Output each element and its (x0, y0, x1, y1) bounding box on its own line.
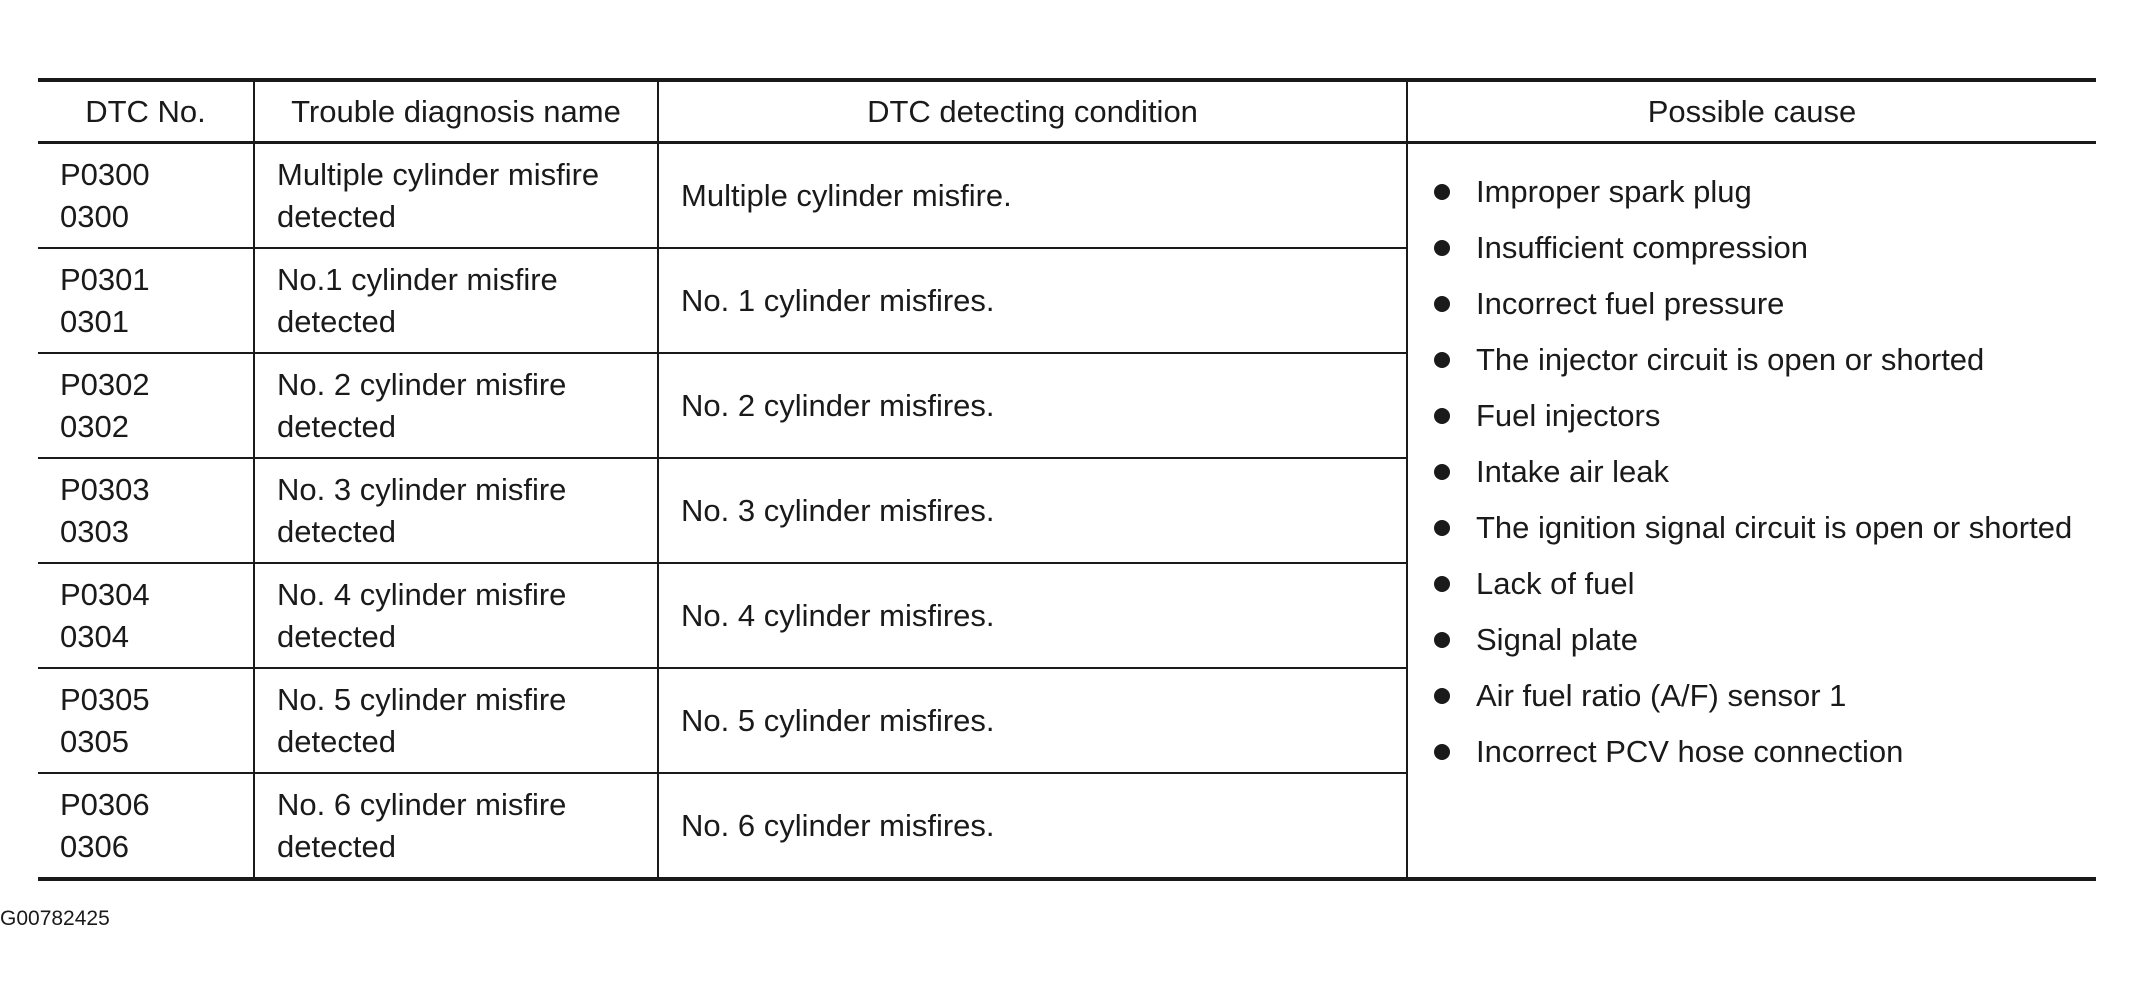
dtc-cell (38, 248, 254, 353)
list-item (1432, 506, 2096, 549)
header-trouble-diagnosis-name: Trouble diagnosis name (254, 80, 658, 143)
figure-id: G00782425 (0, 907, 110, 930)
detecting-condition-cell: No. 6 cylinder misfires. (658, 773, 1407, 879)
detecting-condition-cell: No. 2 cylinder misfires. (658, 353, 1407, 458)
cause-text: Incorrect PCV hose connection (1476, 734, 1904, 769)
diagnosis-name-line: detected (277, 198, 396, 234)
bullet-icon (1434, 408, 1450, 424)
list-item (1432, 170, 2096, 213)
detecting-condition-cell: No. 5 cylinder misfires. (658, 668, 1407, 773)
cause-text: Air fuel ratio (A/F) sensor 1 (1476, 678, 1847, 713)
dtc-cell (38, 143, 254, 249)
dtc-table (38, 78, 2096, 881)
dtc-code-short: 0304 (60, 618, 129, 654)
bullet-icon (1434, 184, 1450, 200)
bullet-icon (1434, 744, 1450, 760)
diagnosis-name-cell (254, 458, 658, 563)
cause-text: The ignition signal circuit is open or shorted (1476, 510, 2073, 545)
diagnosis-name-line: detected (277, 408, 396, 444)
list-item (1432, 338, 2096, 381)
bullet-icon (1434, 352, 1450, 368)
dtc-code-short: 0301 (60, 303, 129, 339)
list-item (1432, 730, 2096, 773)
cause-text: Insufficient compression (1476, 230, 1808, 265)
diagnosis-name-line: detected (277, 303, 396, 339)
list-item (1432, 674, 2096, 717)
cause-text: Intake air leak (1476, 454, 1669, 489)
dtc-code: P0302 (60, 366, 150, 402)
dtc-code-short: 0306 (60, 828, 129, 864)
diagnosis-name-line: detected (277, 618, 396, 654)
diagnosis-name-line: detected (277, 723, 396, 759)
diagnosis-name-cell (254, 248, 658, 353)
diagnosis-name-line: Multiple cylinder misfire (277, 156, 600, 192)
dtc-cell (38, 668, 254, 773)
diagnosis-name-line: detected (277, 828, 396, 864)
header-dtc-detecting-condition: DTC detecting condition (658, 80, 1407, 143)
possible-cause-cell (1407, 143, 2096, 880)
cause-text: Fuel injectors (1476, 398, 1661, 433)
cause-text: Lack of fuel (1476, 566, 1635, 601)
bullet-icon (1434, 240, 1450, 256)
bullet-icon (1434, 296, 1450, 312)
dtc-code-short: 0305 (60, 723, 129, 759)
cause-text: Signal plate (1476, 622, 1639, 657)
diagnosis-name-cell (254, 773, 658, 879)
cause-text: Incorrect fuel pressure (1476, 286, 1785, 321)
diagnosis-name-cell (254, 143, 658, 249)
list-item (1432, 450, 2096, 493)
possible-cause-list (1432, 170, 2096, 773)
bullet-icon (1434, 464, 1450, 480)
dtc-code: P0301 (60, 261, 150, 297)
detecting-condition-cell: No. 4 cylinder misfires. (658, 563, 1407, 668)
diagnosis-name-line: No. 4 cylinder misfire (277, 576, 567, 612)
diagnosis-name-line: No. 3 cylinder misfire (277, 471, 567, 507)
diagnosis-name-line: No. 2 cylinder misfire (277, 366, 567, 402)
diagnosis-name-line: No. 6 cylinder misfire (277, 786, 567, 822)
diagnosis-name-line: No.1 cylinder misfire (277, 261, 558, 297)
diagnosis-name-cell (254, 668, 658, 773)
dtc-code: P0304 (60, 576, 150, 612)
dtc-code: P0305 (60, 681, 150, 717)
bullet-icon (1434, 688, 1450, 704)
cause-text: The injector circuit is open or shorted (1476, 342, 1985, 377)
cause-text: Improper spark plug (1476, 174, 1752, 209)
list-item (1432, 226, 2096, 269)
bullet-icon (1434, 576, 1450, 592)
detecting-condition-cell: No. 3 cylinder misfires. (658, 458, 1407, 563)
bullet-icon (1434, 520, 1450, 536)
dtc-table-container (38, 78, 2096, 881)
dtc-code: P0300 (60, 156, 150, 192)
header-dtc-no: DTC No. (85, 93, 206, 129)
detecting-condition-cell: No. 1 cylinder misfires. (658, 248, 1407, 353)
detecting-condition-cell: Multiple cylinder misfire. (658, 143, 1407, 249)
diagnosis-name-line: detected (277, 513, 396, 549)
dtc-code-short: 0300 (60, 198, 129, 234)
bullet-icon (1434, 632, 1450, 648)
list-item (1432, 562, 2096, 605)
table-row (38, 143, 2096, 249)
dtc-code: P0306 (60, 786, 150, 822)
list-item (1432, 618, 2096, 661)
list-item (1432, 282, 2096, 325)
dtc-cell (38, 458, 254, 563)
header-possible-cause: Possible cause (1407, 80, 2096, 143)
list-item (1432, 394, 2096, 437)
dtc-code: P0303 (60, 471, 150, 507)
diagnosis-name-cell (254, 353, 658, 458)
diagnosis-name-cell (254, 563, 658, 668)
table-header-row (38, 80, 2096, 143)
dtc-code-short: 0302 (60, 408, 129, 444)
dtc-cell (38, 563, 254, 668)
dtc-code-short: 0303 (60, 513, 129, 549)
dtc-cell (38, 773, 254, 879)
diagnosis-name-line: No. 5 cylinder misfire (277, 681, 567, 717)
dtc-cell (38, 353, 254, 458)
